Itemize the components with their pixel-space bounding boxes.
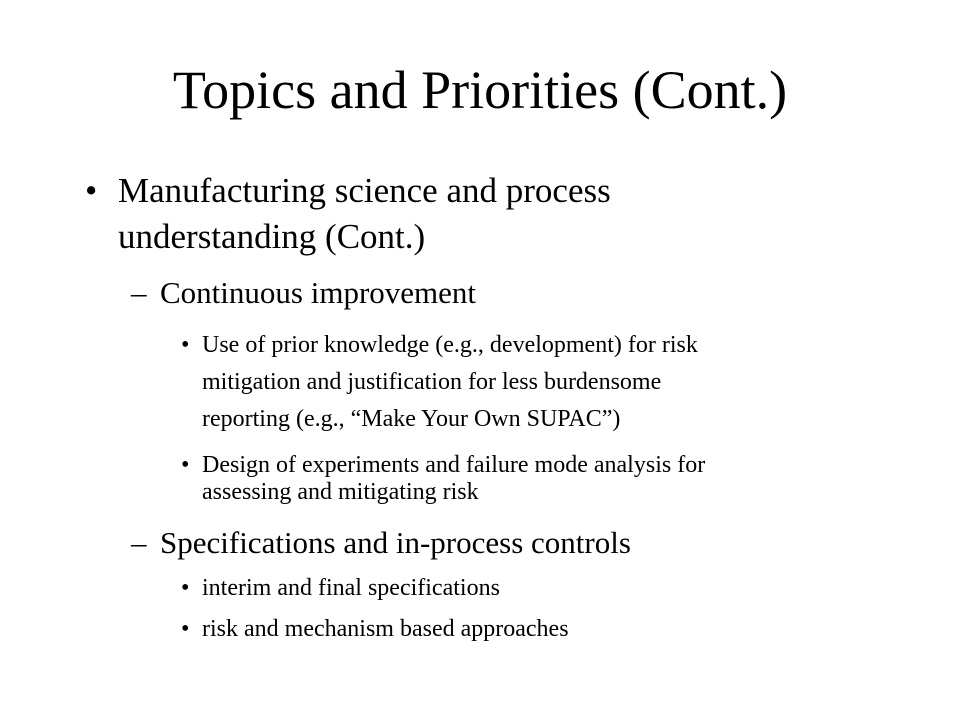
- level3-line: mitigation and justification for less burdensome: [202, 369, 662, 395]
- level1-line: understanding (Cont.): [118, 217, 426, 256]
- bullet-icon: •: [181, 616, 190, 642]
- bullet-icon: •: [181, 332, 190, 358]
- bullet-icon: •: [181, 575, 190, 601]
- level3-line: assessing and mitigating risk: [202, 479, 479, 505]
- level2-text: Continuous improvement: [160, 275, 477, 310]
- level2-text: Specifications and in-process controls: [160, 525, 631, 560]
- level3-line: Design of experiments and failure mode analysis for: [202, 452, 706, 478]
- level3-line: risk and mechanism based approaches: [202, 616, 569, 642]
- dash-icon: –: [131, 525, 147, 560]
- dash-icon: –: [131, 275, 147, 310]
- level3-line: reporting (e.g., “Make Your Own SUPAC”): [202, 406, 621, 432]
- level3-line: Use of prior knowledge (e.g., development) for risk: [202, 332, 698, 358]
- level1-line: Manufacturing science and process: [118, 171, 611, 210]
- bullet-icon: •: [181, 452, 190, 478]
- slide-title: Topics and Priorities (Cont.): [172, 60, 788, 120]
- level3-line: interim and final specifications: [202, 575, 500, 601]
- bullet-icon: •: [85, 171, 98, 210]
